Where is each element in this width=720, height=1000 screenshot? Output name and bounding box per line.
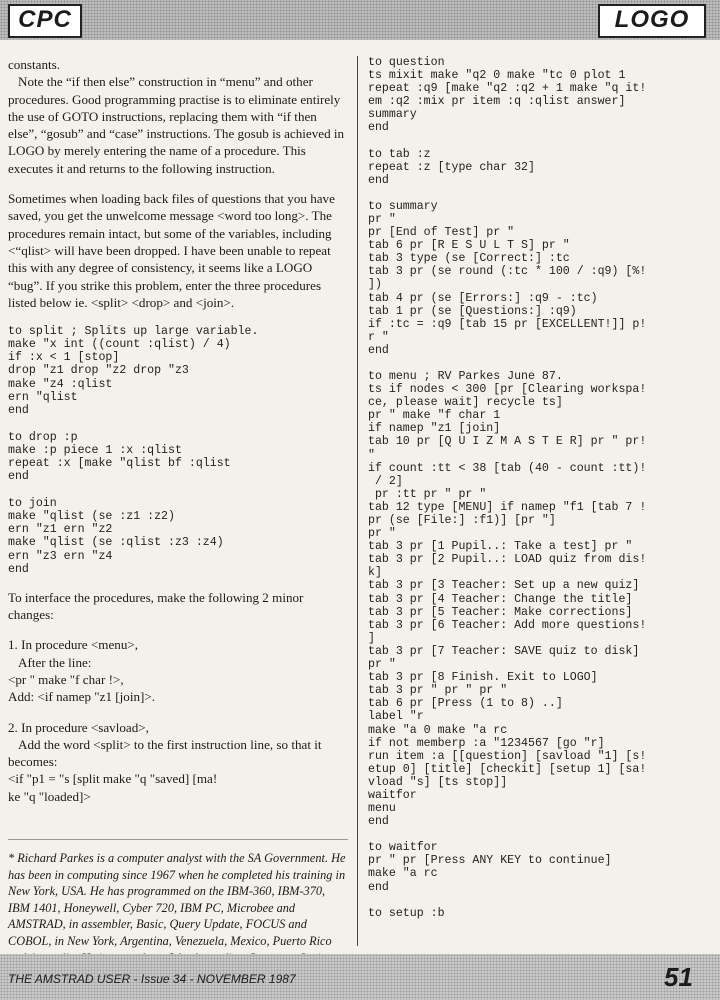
code-menu: to menu ; RV Parkes June 87. ts if nodes < 300 [pr [Clearing workspa! ce, please wait] recycle ts] pr " make "f char 1 if namep "z1 [join] tab 10 pr [Q U I Z M A S T E R] pr " pr! " if count :tt < 38 [tab (40 - count :tt)! / 2] pr :tt pr " pr " tab 12 type [MENU] if namep "f1 [tab 7 ! pr (se [File:] :f1)] [pr "] pr " tab 3 pr [1 Pupil..: Take a test] pr " tab 3 pr [2 Pupil..: LOAD quiz from dis! k] tab 3 pr [3 Teacher: Set up a new quiz] tab 3 pr [4 Teacher: Change the title] tab 3 pr [5 Teacher: Make corrections] tab 3 pr [6 Teacher: Add more questions! ] tab 3 pr [7 Teacher: SAVE quiz to disk] pr " tab 3 pr [8 Finish. Exit to LOGO] tab 3 pr " pr " pr " tab 6 pr [Press (1 to 8) ..] label "r make "a 0 make "a rc if not memberp :a "1234567 [go "r] run item :a [[question] [savload "1] [s! etup 0] [title] [checkit] [setup 1] [sa! vload "s] [ts stop]] waitfor menu end xyxy=(368,369,647,829)
code-drop: to drop :p make :p piece 1 :x :qlist repeat :x [make "qlist bf :qlist end xyxy=(8,430,231,484)
paragraph-interface-intro: To interface the procedures, make the following 2 minor changes: xyxy=(8,589,304,623)
section-label-logo: LOGO xyxy=(598,4,706,38)
code-waitfor: to waitfor pr " pr [Press ANY KEY to continue] make "a rc end xyxy=(368,841,612,894)
footer-publication: THE AMSTRAD USER - Issue 34 - NOVEMBER 1987 xyxy=(8,972,296,986)
code-setup: to setup :b xyxy=(368,906,445,920)
code-block-split xyxy=(8,325,348,417)
paragraph-if-then-else: Note the “if then else” construction in “menu” and other procedures. Good programming practise is to eliminate entirely the use of GOTO instructions, replacing them with “if then else”, “gosub” and “case” instructions. The gosub is achieved in LOGO by merely entering the name of a procedure. This executes it and returns to the following instruction. xyxy=(8,74,345,176)
code-summary: to summary pr " pr [End of Test] pr " tab 6 pr [R E S U L T S] pr " tab 3 type (se [Correct:] :tc tab 3 pr (se round (:tc * 100 / :q9) [%! ]) tab 4 pr (se [Errors:] :q9 - :tc) tab 1 pr (se [Questions:] :q9) if :tc = :q9 [tab 15 pr [EXCELLENT!]] p! r " end xyxy=(368,199,647,357)
author-bio: * Richard Parkes is a computer analyst with the SA Government. He has been in computing since 1967 when he completed his training in New York, USA. He has programmed on the IBM-360, IBM-370, IBM 1401, Honeywell, Cyber 720, IBM PC, Microbee and AMSTRAD, in assembler, Basic, Query Update, FOCUS and COBOL, in New York, Argentina, Venezuela, Mexico, Puerto Rico xyxy=(8,839,348,966)
code-question: to question ts mixit make "q2 0 make "tc 0 plot 1 repeat :q9 [make "q2 :q2 + 1 make "q it! em :q2 :mix pr item :q :qlist answer] summary end xyxy=(368,56,647,135)
column-divider xyxy=(357,56,358,946)
page-footer xyxy=(0,954,720,1000)
page-header xyxy=(0,0,720,40)
change2-line2: ke "q "loaded]> xyxy=(8,788,91,804)
change2-desc: Add the word <split> to the first instruction line, so that it becomes: xyxy=(8,736,322,770)
code-tab: to tab :z repeat :z [type char 32] end xyxy=(368,147,535,187)
right-column xyxy=(368,56,700,920)
code-join: to join make "qlist (se :z1 :z2) ern "z1 ern "z2 make "qlist (se :qlist :z3 :z4) ern "z3 ern "z4 end xyxy=(8,497,224,576)
code-split: to split ; Splits up large variable. make "x int ((count :qlist) / 4) if :x < 1 [stop] drop "z1 drop "z2 drop "z3 make "z4 :qlist ern "qlist end xyxy=(8,325,259,417)
code-block-join xyxy=(8,497,348,576)
left-column xyxy=(8,56,348,966)
page-number: 51 xyxy=(664,962,693,992)
change2-line1: <if "p1 = "s [split make "q "saved] [ma! xyxy=(8,771,218,787)
change1-add: Add: <if namep "z1 [join]>. xyxy=(8,689,156,705)
change2-heading: 2. In procedure <savload>, xyxy=(8,719,149,735)
change1-line: <pr " make "f char !>, xyxy=(8,671,124,687)
code-block-drop xyxy=(8,431,348,483)
section-label-cpc: CPC xyxy=(8,4,82,38)
paragraph-constants: constants. xyxy=(8,57,61,72)
paragraph-word-too-long: Sometimes when loading back files of questions that you have saved, you get the unwelcome message <word too long>. The procedures remain intact, but some of the variables, including <“qlist> will have been dropped. I have been unable to repeat this with any degree of consistency, it seems like a LOGO “bug”. If you strike this problem, enter the three procedures listed below ie. <split> <drop> and <join>. xyxy=(8,191,335,310)
change1-after: After the line: xyxy=(18,654,92,670)
change1-heading: 1. In procedure <menu>, xyxy=(8,637,139,653)
